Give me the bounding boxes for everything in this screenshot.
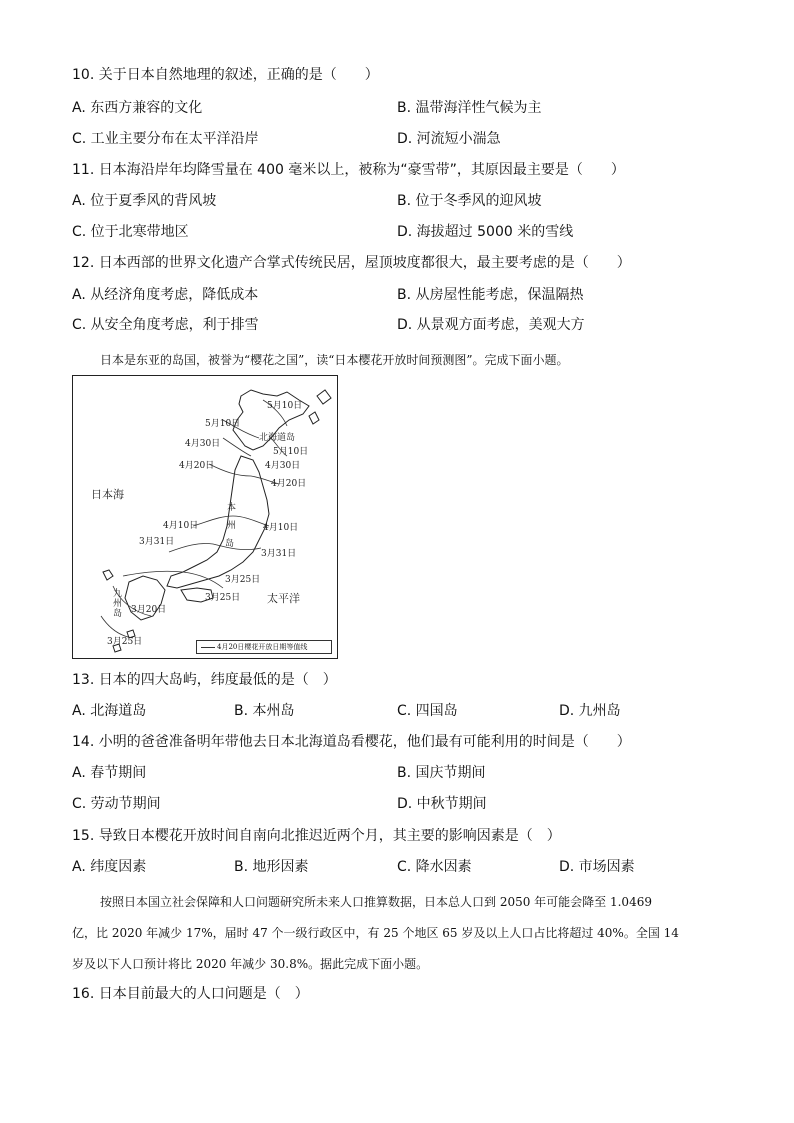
isoline-label: 5月10日 [267,401,303,411]
isoline-label: 4月20日 [179,461,215,471]
isoline-label: 4月10日 [263,523,299,533]
intro-population-line-3: 岁及以下人口预计将比 2020 年减少 30.8%。据此完成下面小题。 [72,957,429,971]
kyushu-label-3: 岛 [113,609,123,619]
pacific-ocean-label: 太平洋 [267,592,300,605]
isoline-label: 3月31日 [261,549,297,559]
question-15-stem: 15. 导致日本樱花开放时间自南向北推迟近两个月，其主要的影响因素是（ ） [72,828,561,844]
q12-option-b[interactable]: B. 从房屋性能考虑，保温隔热 [397,287,584,303]
isoline-label: 4月30日 [185,439,221,449]
q13-option-d[interactable]: D. 九州岛 [559,703,621,719]
q14-option-a[interactable]: A. 春节期间 [72,765,147,781]
q14-option-c[interactable]: C. 劳动节期间 [72,796,161,812]
q11-option-c[interactable]: C. 位于北寒带地区 [72,224,189,240]
q15-option-d[interactable]: D. 市场因素 [559,859,635,875]
intro-population-line-1: 按照日本国立社会保障和人口问题研究所未来人口推算数据，日本总人口到 2050 年可能会降至 1.0469 [100,895,652,909]
question-11-stem: 11. 日本海沿岸年均降雪量在 400 毫米以上，被称为“豪雪带”，其原因最主要是（ ） [72,162,625,178]
isoline-label: 3月31日 [139,537,175,547]
intro-population-line-2: 亿，比 2020 年减少 17%，届时 47 个一级行政区中，有 25 个地区 65 岁及以上人口占比将超过 40%。全国 14 [72,926,679,940]
question-16-stem: 16. 日本目前最大的人口问题是（ ） [72,986,309,1002]
q13-option-b[interactable]: B. 本州岛 [234,703,295,719]
question-10-stem: 10. 关于日本自然地理的叙述，正确的是（ ） [72,67,379,83]
q15-option-b[interactable]: B. 地形因素 [234,859,309,875]
q13-option-c[interactable]: C. 四国岛 [397,703,458,719]
isoline-legend-swatch [201,647,215,648]
honshu-label-2: 州 [227,521,237,531]
isoline-label: 4月30日 [265,461,301,471]
sea-of-japan-label: 日本海 [91,488,124,501]
q10-option-c[interactable]: C. 工业主要分布在太平洋沿岸 [72,131,259,147]
honshu-label-1: 本 [227,503,237,513]
question-14-stem: 14. 小明的爸爸准备明年带他去日本北海道岛看樱花，他们最有可能利用的时间是（ ） [72,734,631,750]
intro-sakura: 日本是东亚的岛国，被誉为“樱花之国”，读“日本樱花开放时间预测图”。完成下面小题。 [100,353,569,367]
q14-option-b[interactable]: B. 国庆节期间 [397,765,486,781]
isoline-label: 3月25日 [205,593,241,603]
isoline-label: 3月20日 [131,605,167,615]
isoline-label: 3月25日 [107,637,143,647]
map-legend [196,640,332,654]
q12-option-a[interactable]: A. 从经济角度考虑，降低成本 [72,287,259,303]
isoline-label: 3月25日 [225,575,261,585]
q13-option-a[interactable]: A. 北海道岛 [72,703,147,719]
q12-option-d[interactable]: D. 从景观方面考虑，美观大方 [397,317,585,333]
q11-option-b[interactable]: B. 位于冬季风的迎风坡 [397,193,542,209]
q11-option-d[interactable]: D. 海拔超过 5000 米的雪线 [397,224,574,240]
q10-option-a[interactable]: A. 东西方兼容的文化 [72,100,203,116]
question-12-stem: 12. 日本西部的世界文化遗产合掌式传统民居，屋顶坡度都很大，最主要考虑的是（ ） [72,255,631,271]
q11-option-a[interactable]: A. 位于夏季风的背风坡 [72,193,217,209]
q15-option-c[interactable]: C. 降水因素 [397,859,472,875]
hokkaido-label: 北海道岛 [259,433,296,443]
isoline-label: 4月20日 [271,479,307,489]
kyushu-label-2: 州 [113,599,123,609]
kyushu-label-1: 九 [113,589,123,599]
sakura-map-figure [72,375,338,659]
isoline-label: 4月10日 [163,521,199,531]
isoline-mar31 [169,543,261,552]
q10-option-b[interactable]: B. 温带海洋性气候为主 [397,100,542,116]
q14-option-d[interactable]: D. 中秋节期间 [397,796,487,812]
question-13-stem: 13. 日本的四大岛屿，纬度最低的是（ ） [72,672,337,688]
honshu-label-3: 岛 [225,539,235,549]
isoline-label: 5月10日 [273,447,309,457]
q10-option-d[interactable]: D. 河流短小湍急 [397,131,501,147]
isoline-label: 5月10日 [205,419,241,429]
legend-label: 4月20日樱花开放日期等值线 [217,643,308,651]
q15-option-a[interactable]: A. 纬度因素 [72,859,147,875]
q12-option-c[interactable]: C. 从安全角度考虑，利于排雪 [72,317,259,333]
